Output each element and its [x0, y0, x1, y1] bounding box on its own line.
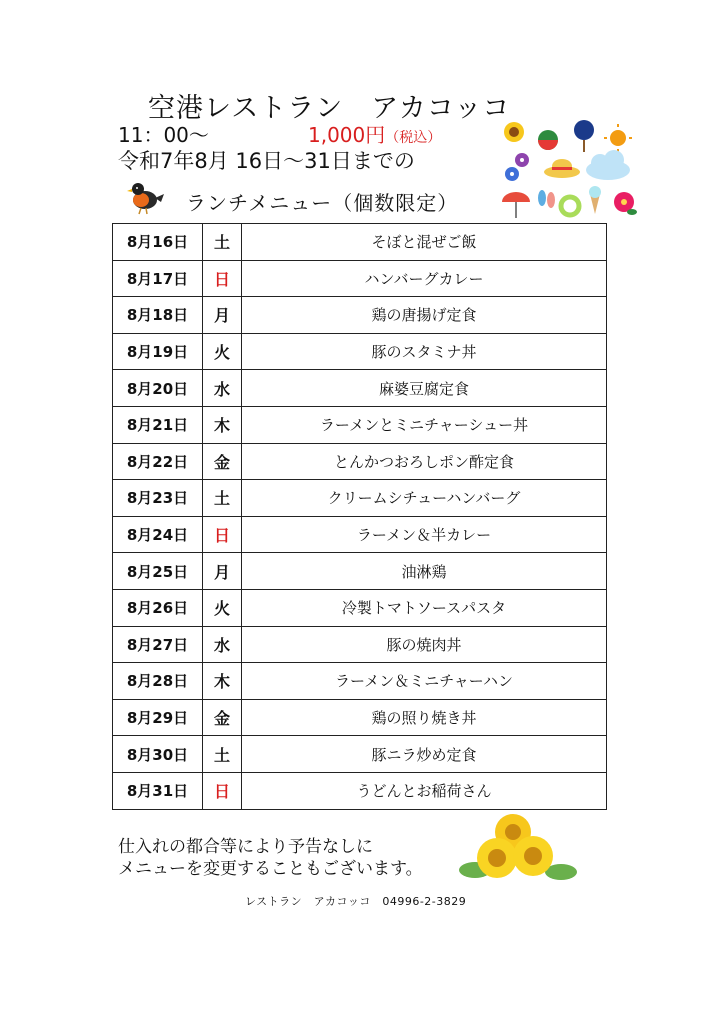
sandals-icon — [538, 190, 555, 208]
menu-day-of-week: 日 — [203, 772, 242, 809]
menu-date: 8月16日 — [113, 224, 203, 261]
menu-row — [113, 553, 607, 590]
menu-period: 令和7年8月 16日～31日までの — [118, 149, 415, 173]
notice-line-1: 仕入れの都合等により予告なしに — [118, 837, 373, 857]
menu-dish: ハンバーグカレー — [242, 260, 607, 297]
menu-day-of-week: 日 — [203, 260, 242, 297]
menu-day-of-week: 土 — [203, 480, 242, 517]
watermelon-icon — [538, 130, 558, 150]
menu-row — [113, 480, 607, 517]
menu-dish: ラーメンとミニチャーシュー丼 — [242, 406, 607, 443]
menu-row — [113, 626, 607, 663]
menu-date: 8月25日 — [113, 553, 203, 590]
menu-dish: クリームシチューハンバーグ — [242, 480, 607, 517]
menu-day-of-week: 土 — [203, 224, 242, 261]
menu-dish: 鶏の唐揚げ定食 — [242, 297, 607, 334]
menu-day-of-week: 月 — [203, 553, 242, 590]
menu-dish: うどんとお稲荷さん — [242, 772, 607, 809]
menu-dish: 豚の焼肉丼 — [242, 626, 607, 663]
straw-hat-icon — [544, 159, 580, 178]
menu-row — [113, 589, 607, 626]
menu-date: 8月29日 — [113, 699, 203, 736]
menu-dish: とんかつおろしポン酢定食 — [242, 443, 607, 480]
sun-icon — [604, 124, 632, 152]
menu-day-of-week: 水 — [203, 370, 242, 407]
tax-note: （税込） — [385, 130, 442, 146]
menu-row — [113, 406, 607, 443]
summer-illustrations-icon — [498, 118, 638, 220]
menu-dish: ラーメン＆半カレー — [242, 516, 607, 553]
business-hours: 11：00～ — [118, 123, 209, 147]
menu-row — [113, 260, 607, 297]
menu-date: 8月27日 — [113, 626, 203, 663]
cloud-icon — [586, 150, 630, 180]
menu-table — [112, 223, 607, 810]
menu-day-of-week: 水 — [203, 626, 242, 663]
page-title: 空港レストラン アカコッコ — [148, 93, 511, 124]
menu-row — [113, 736, 607, 773]
ice-cream-icon — [589, 186, 601, 214]
bird-icon — [125, 176, 165, 216]
menu-row — [113, 772, 607, 809]
menu-date: 8月28日 — [113, 663, 203, 700]
notice — [118, 836, 423, 880]
menu-row — [113, 333, 607, 370]
menu-dish: 豚のスタミナ丼 — [242, 333, 607, 370]
menu-day-of-week: 火 — [203, 589, 242, 626]
menu-row — [113, 443, 607, 480]
menu-dish: 油淋鶏 — [242, 553, 607, 590]
menu-day-of-week: 木 — [203, 663, 242, 700]
menu-row — [113, 370, 607, 407]
menu-dish: 麻婆豆腐定食 — [242, 370, 607, 407]
menu-dish: 鶏の照り焼き丼 — [242, 699, 607, 736]
price-value: 1,000円 — [308, 123, 386, 147]
morning-glory-icon — [505, 153, 529, 181]
menu-dish: 冷製トマトソースパスタ — [242, 589, 607, 626]
menu-day-of-week: 土 — [203, 736, 242, 773]
menu-row — [113, 224, 607, 261]
menu-date: 8月21日 — [113, 406, 203, 443]
menu-day-of-week: 木 — [203, 406, 242, 443]
sunflower-icon — [504, 122, 524, 142]
menu-row — [113, 297, 607, 334]
menu-date: 8月31日 — [113, 772, 203, 809]
fan-icon — [574, 120, 594, 152]
menu-date: 8月30日 — [113, 736, 203, 773]
menu-day-of-week: 金 — [203, 443, 242, 480]
hibiscus-icon — [614, 192, 637, 215]
footer-contact: レストラン アカコッコ 04996-2-3829 — [245, 895, 467, 908]
menu-date: 8月22日 — [113, 443, 203, 480]
menu-day-of-week: 火 — [203, 333, 242, 370]
menu-subtitle: ランチメニュー（個数限定） — [186, 191, 459, 215]
menu-day-of-week: 日 — [203, 516, 242, 553]
menu-date: 8月23日 — [113, 480, 203, 517]
notice-line-2: メニューを変更することもございます。 — [118, 859, 423, 879]
menu-date: 8月17日 — [113, 260, 203, 297]
lunch-price — [308, 119, 441, 148]
menu-date: 8月26日 — [113, 589, 203, 626]
menu-date: 8月19日 — [113, 333, 203, 370]
menu-row — [113, 516, 607, 553]
menu-row — [113, 699, 607, 736]
menu-date: 8月18日 — [113, 297, 203, 334]
menu-day-of-week: 月 — [203, 297, 242, 334]
menu-date: 8月24日 — [113, 516, 203, 553]
menu-dish: ラーメン＆ミニチャーハン — [242, 663, 607, 700]
menu-day-of-week: 金 — [203, 699, 242, 736]
sunflowers-icon — [457, 810, 579, 890]
swim-ring-icon — [561, 197, 579, 215]
menu-dish: 豚ニラ炒め定食 — [242, 736, 607, 773]
parasol-icon — [502, 192, 530, 218]
menu-dish: そぼと混ぜご飯 — [242, 224, 607, 261]
menu-date: 8月20日 — [113, 370, 203, 407]
menu-row — [113, 663, 607, 700]
